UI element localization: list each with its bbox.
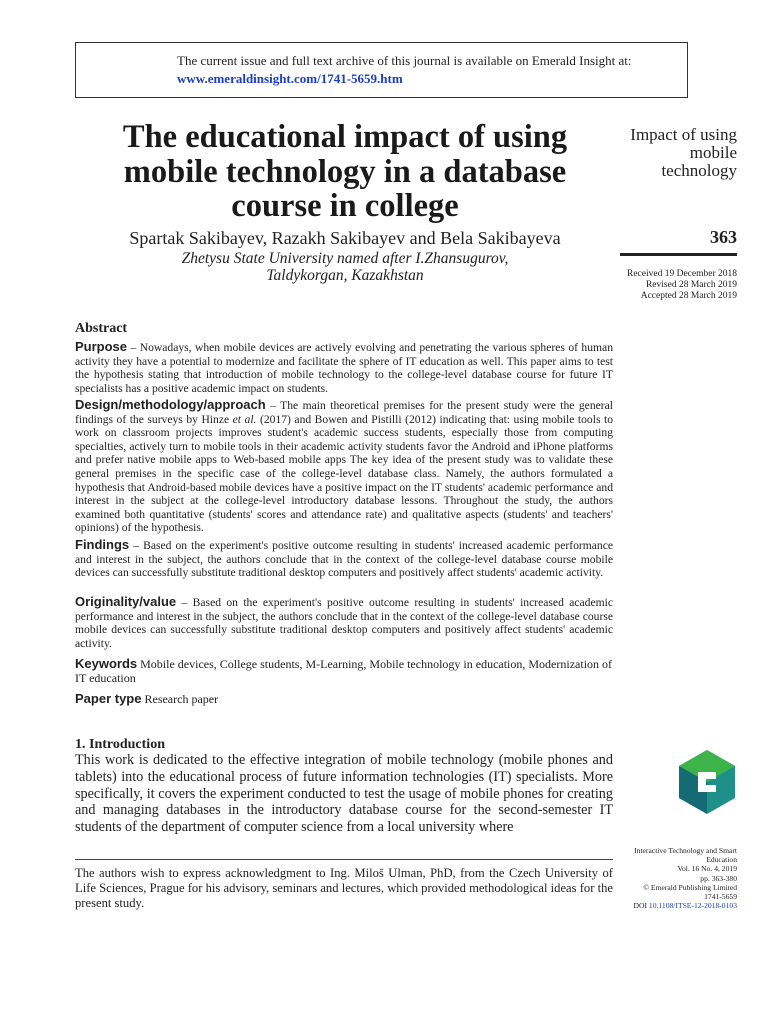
abstract-purpose <box>75 340 613 395</box>
findings-text: – Based on the experiment's positive outcome resulting in students' increased academic performance and interest in the subject, the authors conclude that in the context of the college-level database course mobile devices can successfully substitute traditional desktop computers and positively affect students' academic activity. <box>75 539 613 580</box>
journal-publisher: © Emerald Publishing Limited <box>643 882 737 892</box>
received-date: Received 19 December 2018 <box>627 269 737 279</box>
abstract-findings <box>75 538 613 580</box>
side-divider <box>620 253 737 256</box>
design-label: Design/methodology/approach <box>75 397 266 412</box>
abstract-design <box>75 398 613 535</box>
abstract-heading: Abstract <box>75 321 128 336</box>
doi-link[interactable]: 10.1108/ITSE-12-2018-0103 <box>648 901 737 911</box>
journal-issn: 1741-5659 <box>704 892 737 902</box>
author-affiliation <box>75 250 615 284</box>
findings-label: Findings <box>75 537 130 552</box>
article-authors: Spartak Sakibayev, Razakh Sakibayev and Bela Sakibayeva <box>129 228 561 248</box>
abstract-keywords <box>75 657 613 685</box>
footnote-divider <box>75 859 613 860</box>
journal-availability-banner <box>75 42 688 98</box>
papertype-label: Paper type <box>75 691 142 706</box>
acknowledgment-footnote: The authors wish to express acknowledgment to Ing. Miloš Ulman, PhD, from the Czech University of Life Sciences, Prague for his advisory, seminars and lectures, which provided methodological ideas for the present study. <box>75 866 613 910</box>
affiliation-line-2: Taldykorgan, Kazakhstan <box>266 267 424 284</box>
keywords-text: Mobile devices, College students, M-Learning, Mobile technology in education, Modernization of IT education <box>75 657 613 685</box>
purpose-label: Purpose <box>75 339 128 354</box>
papertype-text: Research paper <box>141 692 219 706</box>
affiliation-line-1: Zhetysu State University named after I.Zhansugurov, <box>181 250 509 267</box>
page-number: 363 <box>710 227 737 247</box>
revised-date: Revised 28 March 2019 <box>645 280 737 290</box>
journal-volume: Vol. 16 No. 4, 2019 <box>677 864 737 874</box>
journal-pages: pp. 363-380 <box>700 873 737 883</box>
abstract-paper-type <box>75 692 613 707</box>
article-title: The educational impact of using mobile technology in a database course in college <box>122 119 568 224</box>
introduction-heading: 1. Introduction <box>75 737 165 752</box>
emerald-logo-icon <box>676 748 738 816</box>
journal-doi <box>612 901 737 910</box>
journal-url-link[interactable]: www.emeraldinsight.com/1741-5659.htm <box>177 71 403 86</box>
originality-text: – Based on the experiment's positive outcome resulting in students' increased academic performance and interest in the subject, the authors conclude that in the context of the college-level database course mobile devices can successfully substitute traditional desktop computers and positively affect students' academic activity. <box>75 596 613 650</box>
doi-label: DOI <box>633 901 649 911</box>
journal-name-2: Education <box>706 855 737 865</box>
running-title: Impact of using mobile technology <box>630 125 737 180</box>
originality-label: Originality/value <box>75 594 177 609</box>
design-text-1: – The main theoretical premises for the present study were the general findings of the surveys by Hinze <box>75 399 613 426</box>
abstract-originality <box>75 595 613 650</box>
accepted-date: Accepted 28 March 2019 <box>640 291 737 301</box>
purpose-text: – Nowadays, when mobile devices are actively evolving and penetrating the various spheres of human activity they have a potential to modernize and facilitate the sphere of IT education as well. This paper aims to test the hypothesis stating that introduction of mobile technology to the college-level database course for future IT specialists has a positive academic impact on students. <box>75 341 613 395</box>
journal-name-1: Interactive Technology and Smart <box>634 846 737 855</box>
banner-text: The current issue and full text archive of this journal is available on Emerald Insight at: <box>177 53 632 68</box>
introduction-text: This work is dedicated to the effective integration of mobile technology (mobile phones and tablets) into the educational process of future information technologies (IT) specialists. More specifically, it covers the experiment conducted to test the usage of mobile phones for creating and managing databases in the introductory database course for the second-semester IT students of the department of computer science from a local university where <box>75 752 613 836</box>
design-etal: et al. <box>232 412 257 426</box>
keywords-label: Keywords <box>75 656 138 671</box>
article-dates <box>612 269 737 302</box>
journal-citation <box>612 846 737 910</box>
design-text-2: (2017) and Bowen and Pistilli (2012) indicating that: using mobile tools to work on classroom projects improves student's academic success students, especially those from computing specialties, actively turn to mobile tools in their academic activity students favor the Android and iPhone platforms and prefer native mobile apps to Web-based mobile apps The key idea of the present study was to validate these general premises in the specific case of the college-level database class. Namely, the authors formulated a hypothesis that Android-based mobile devices have a positive impact on the IT students' academic performance and interest in the subject at the college-level introductory database lessons. Throughout the study, the authors examined both quantitative (students' scores and attendance rate) and qualitative aspects (students' and teachers' opinions) of the hypothesis. <box>75 412 613 535</box>
